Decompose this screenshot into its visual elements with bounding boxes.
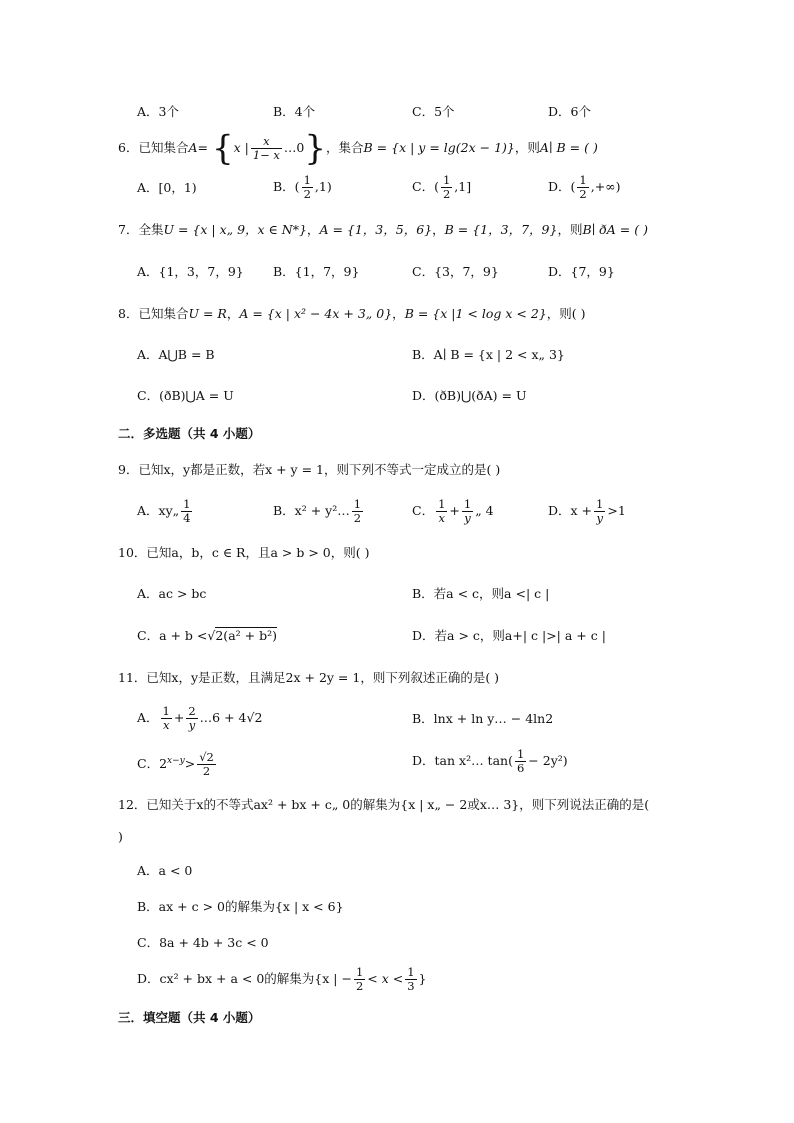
q7-option-c: C．{3，7，9} xyxy=(412,264,499,279)
q9-option-c-fraction-1 xyxy=(436,498,447,525)
q7-sep-1: ， xyxy=(306,222,320,237)
q10-option-c-radicand: 2(a² + b²) xyxy=(215,628,277,643)
q7-set-b: B = {1，3，7，9} xyxy=(444,222,558,237)
q11-option-d-fraction xyxy=(515,748,526,775)
q6-set-a-fraction xyxy=(251,135,282,162)
q12-option-c: C．8a + 4b + 3c < 0 xyxy=(137,935,269,950)
q9-stem: 9．已知x，y都是正数，若x + y = 1，则下列不等式一定成立的是( ) xyxy=(118,462,501,477)
q11-option-a-fraction-1 xyxy=(161,705,172,732)
q7-option-b: B．{1，7，9} xyxy=(273,264,360,279)
q6-option-d xyxy=(548,172,620,202)
q11-option-c-prefix: C．2 xyxy=(137,756,168,772)
q11-option-c-fraction xyxy=(197,751,216,778)
q6-option-c-prefix: C．( xyxy=(412,179,439,194)
q6-option-b-prefix: B．( xyxy=(273,179,300,194)
q12-option-d-fraction-2 xyxy=(405,966,416,993)
q9-option-b-den: 2 xyxy=(353,511,362,525)
q9-option-c-den-2: y xyxy=(464,511,471,525)
q12-option-a: A．a < 0 xyxy=(137,863,193,878)
q10-option-d: D．若a > c，则a+| c |>| a + c | xyxy=(412,628,606,643)
q11-option-d-prefix: D．tan x²… tan( xyxy=(412,753,513,768)
q10-option-a: A．ac > bc xyxy=(137,586,207,601)
section-2-heading: 二．多选题（共 4 小题） xyxy=(118,426,261,441)
q5-option-b: B．4个 xyxy=(273,104,316,119)
q12-option-d-suffix: } xyxy=(418,971,427,986)
q6-set-a-eq: = xyxy=(197,140,212,155)
q12-option-d-num-1: 1 xyxy=(355,965,364,979)
q9-option-c-den-1: x xyxy=(438,511,445,525)
q7-stem xyxy=(118,222,648,238)
q12-option-b: B．ax + c > 0的解集为{x | x < 6} xyxy=(137,899,344,914)
q9-option-a-fraction xyxy=(181,498,192,525)
q8-stem xyxy=(118,306,585,322)
q9-option-c-fraction-2 xyxy=(462,498,473,525)
q11-option-a xyxy=(137,703,262,733)
q10-stem: 10．已知a，b，c ∈ R，且a > b > 0，则( ) xyxy=(118,545,370,560)
q6-set-a-numerator: x xyxy=(251,135,282,149)
q8-set-b: B = {x |1 < log xyxy=(404,306,502,321)
q11-option-c-den: 2 xyxy=(202,764,211,779)
q6-option-c-suffix: ,1] xyxy=(454,179,472,194)
q12-stem-continued: ) xyxy=(118,829,123,844)
q9-option-b-fraction xyxy=(352,498,363,525)
q6-brace-left: { xyxy=(211,128,234,169)
q6-option-c-fraction xyxy=(441,174,452,201)
q9-option-a-num: 1 xyxy=(183,497,191,511)
q9-option-d xyxy=(548,496,626,526)
q7-expression-tail: A = ( ) xyxy=(606,222,648,237)
q12-option-d-fraction-1 xyxy=(354,966,365,993)
q10-option-c-prefix: C．a + b < xyxy=(137,628,208,643)
q10-option-c xyxy=(137,628,277,644)
sqrt-icon: √ xyxy=(207,628,216,643)
q10-option-b: B．若a < c，则a <| c | xyxy=(412,586,550,601)
q8-set-a: A = {x | x² − 4x + 3„ 0} xyxy=(239,306,393,321)
q6-brace-right: } xyxy=(304,128,326,169)
q7-sep-3: ，则 xyxy=(557,222,583,237)
q8-stem-prefix: 8．已知集合 xyxy=(118,306,189,321)
q8-option-c: C．(ðB)⋃A = U xyxy=(137,388,234,403)
q9-option-c-plus: + xyxy=(449,503,460,518)
q7-option-a: A．{1，3，7，9} xyxy=(137,264,244,279)
q6-stem-suffix: ，则 xyxy=(514,140,540,155)
q11-option-a-num-1: 1 xyxy=(162,704,170,718)
q6-set-a-denominator: 1− x xyxy=(252,148,280,162)
q6-option-b xyxy=(273,172,332,202)
q12-option-d xyxy=(137,964,427,994)
q9-option-a xyxy=(137,496,194,526)
q9-option-c-suffix: „ 4 xyxy=(475,503,494,518)
q9-option-d-den: y xyxy=(596,511,603,525)
q9-option-a-prefix: A．xy„ xyxy=(137,503,180,518)
q7-expression: B∣ ð xyxy=(582,222,607,237)
q6-option-c-num: 1 xyxy=(442,173,451,187)
q6-option-d-fraction xyxy=(577,174,588,201)
q11-option-d xyxy=(412,746,568,776)
q11-option-c-num: √2 xyxy=(199,750,214,765)
q7-option-d: D．{7，9} xyxy=(548,264,615,279)
q6-option-b-fraction xyxy=(302,174,313,201)
q9-option-d-fraction xyxy=(594,498,605,525)
q6-option-d-den: 2 xyxy=(579,187,587,201)
q11-option-a-plus: + xyxy=(173,710,185,725)
q11-option-c-gt: > xyxy=(184,756,196,772)
q11-option-a-den-2: y xyxy=(188,718,196,732)
q8-option-b: B．A∣ B = {x | 2 < x„ 3} xyxy=(412,347,565,362)
q12-option-d-num-2: 1 xyxy=(407,965,415,979)
q9-option-d-num: 1 xyxy=(596,497,604,511)
q6-set-a-lhs: A xyxy=(188,140,198,155)
q7-set-u: U = {x | x„ 9，x ∈ N*} xyxy=(163,222,307,237)
q6-option-d-prefix: D．( xyxy=(548,179,576,194)
q9-option-d-suffix: >1 xyxy=(607,503,626,518)
q11-option-a-suffix: …6 + 4√2 xyxy=(199,710,263,725)
q12-option-d-prefix: D．cx² + bx + a < 0的解集为{x | − xyxy=(137,971,352,986)
q11-option-a-den-1: x xyxy=(162,718,170,732)
q5-option-c: C．5个 xyxy=(412,104,455,119)
q11-stem: 11．已知x，y是正数，且满足2x + 2y = 1，则下列叙述正确的是( ) xyxy=(118,670,500,685)
q9-option-c-num-1: 1 xyxy=(438,497,446,511)
q7-set-a: A = {1，3，5，6} xyxy=(319,222,433,237)
q11-option-b: B．lnx + ln y… − 4ln2 xyxy=(412,711,554,726)
q8-option-d: D．(ðB)⋃(ðA) = U xyxy=(412,388,527,403)
q12-option-d-den-2: 3 xyxy=(407,979,415,993)
q11-option-d-suffix: − 2y²) xyxy=(528,753,568,768)
q11-option-c-exponent: x−y xyxy=(167,756,185,766)
q8-stem-tail: ，则( ) xyxy=(546,306,586,321)
q12-stem: 12．已知关于x的不等式ax² + bx + c„ 0的解集为{x | x„ − 2或x… 3}，则下列说法正确的是( xyxy=(118,797,650,812)
q9-option-b-num: 1 xyxy=(353,497,362,511)
q7-stem-prefix: 7．全集 xyxy=(118,222,164,237)
q11-option-a-fraction-2 xyxy=(186,705,197,732)
q8-set-u: U = R xyxy=(188,306,227,321)
q7-sep-2: ， xyxy=(432,222,445,237)
q6-stem-prefix: 6．已知集合 xyxy=(118,140,189,155)
q6-option-b-den: 2 xyxy=(303,187,311,201)
q11-option-a-prefix: A． xyxy=(137,710,159,725)
q9-option-c-num-2: 1 xyxy=(463,497,472,511)
q8-sep-1: ， xyxy=(226,306,240,321)
q6-option-b-suffix: ,1) xyxy=(314,179,332,194)
q9-option-b xyxy=(273,496,365,526)
q6-option-b-num: 1 xyxy=(303,173,311,187)
q8-set-b-tail: x < 2} xyxy=(501,306,547,321)
q6-option-c xyxy=(412,172,471,202)
q6-set-b: B = {x | y = lg(2x − 1)} xyxy=(363,140,515,155)
q6-option-d-num: 1 xyxy=(579,173,587,187)
q11-option-d-num: 1 xyxy=(516,747,525,761)
q6-option-d-suffix: ,+∞) xyxy=(590,179,621,194)
q6-stem-mid: ，集合 xyxy=(326,140,364,155)
q6-option-c-den: 2 xyxy=(442,187,451,201)
q9-option-c xyxy=(412,496,494,526)
q11-option-d-den: 6 xyxy=(516,761,525,775)
q6-set-a-rel: …0 xyxy=(283,140,305,155)
q9-option-c-prefix: C． xyxy=(412,503,435,518)
q9-option-d-prefix: D．x + xyxy=(548,503,593,518)
q5-option-a: A．3个 xyxy=(137,104,179,119)
q11-option-a-num-2: 2 xyxy=(188,704,196,718)
q11-option-c xyxy=(137,746,218,779)
q6-option-a: A．[0，1) xyxy=(137,180,197,195)
q12-option-d-den-1: 2 xyxy=(355,979,364,993)
q9-option-a-den: 4 xyxy=(183,511,191,525)
q5-option-d: D．6个 xyxy=(548,104,591,119)
q6-stem xyxy=(118,128,598,169)
q8-option-a: A．A⋃B = B xyxy=(137,347,215,362)
q12-option-d-mid: < x < xyxy=(367,971,404,986)
q8-sep-2: ， xyxy=(392,306,405,321)
q6-set-a-var: x | xyxy=(233,140,249,155)
q6-expression: A∣ B = ( ) xyxy=(539,140,598,155)
q9-option-b-prefix: B．x² + y²… xyxy=(273,503,350,518)
section-3-heading: 三．填空题（共 4 小题） xyxy=(118,1010,261,1025)
